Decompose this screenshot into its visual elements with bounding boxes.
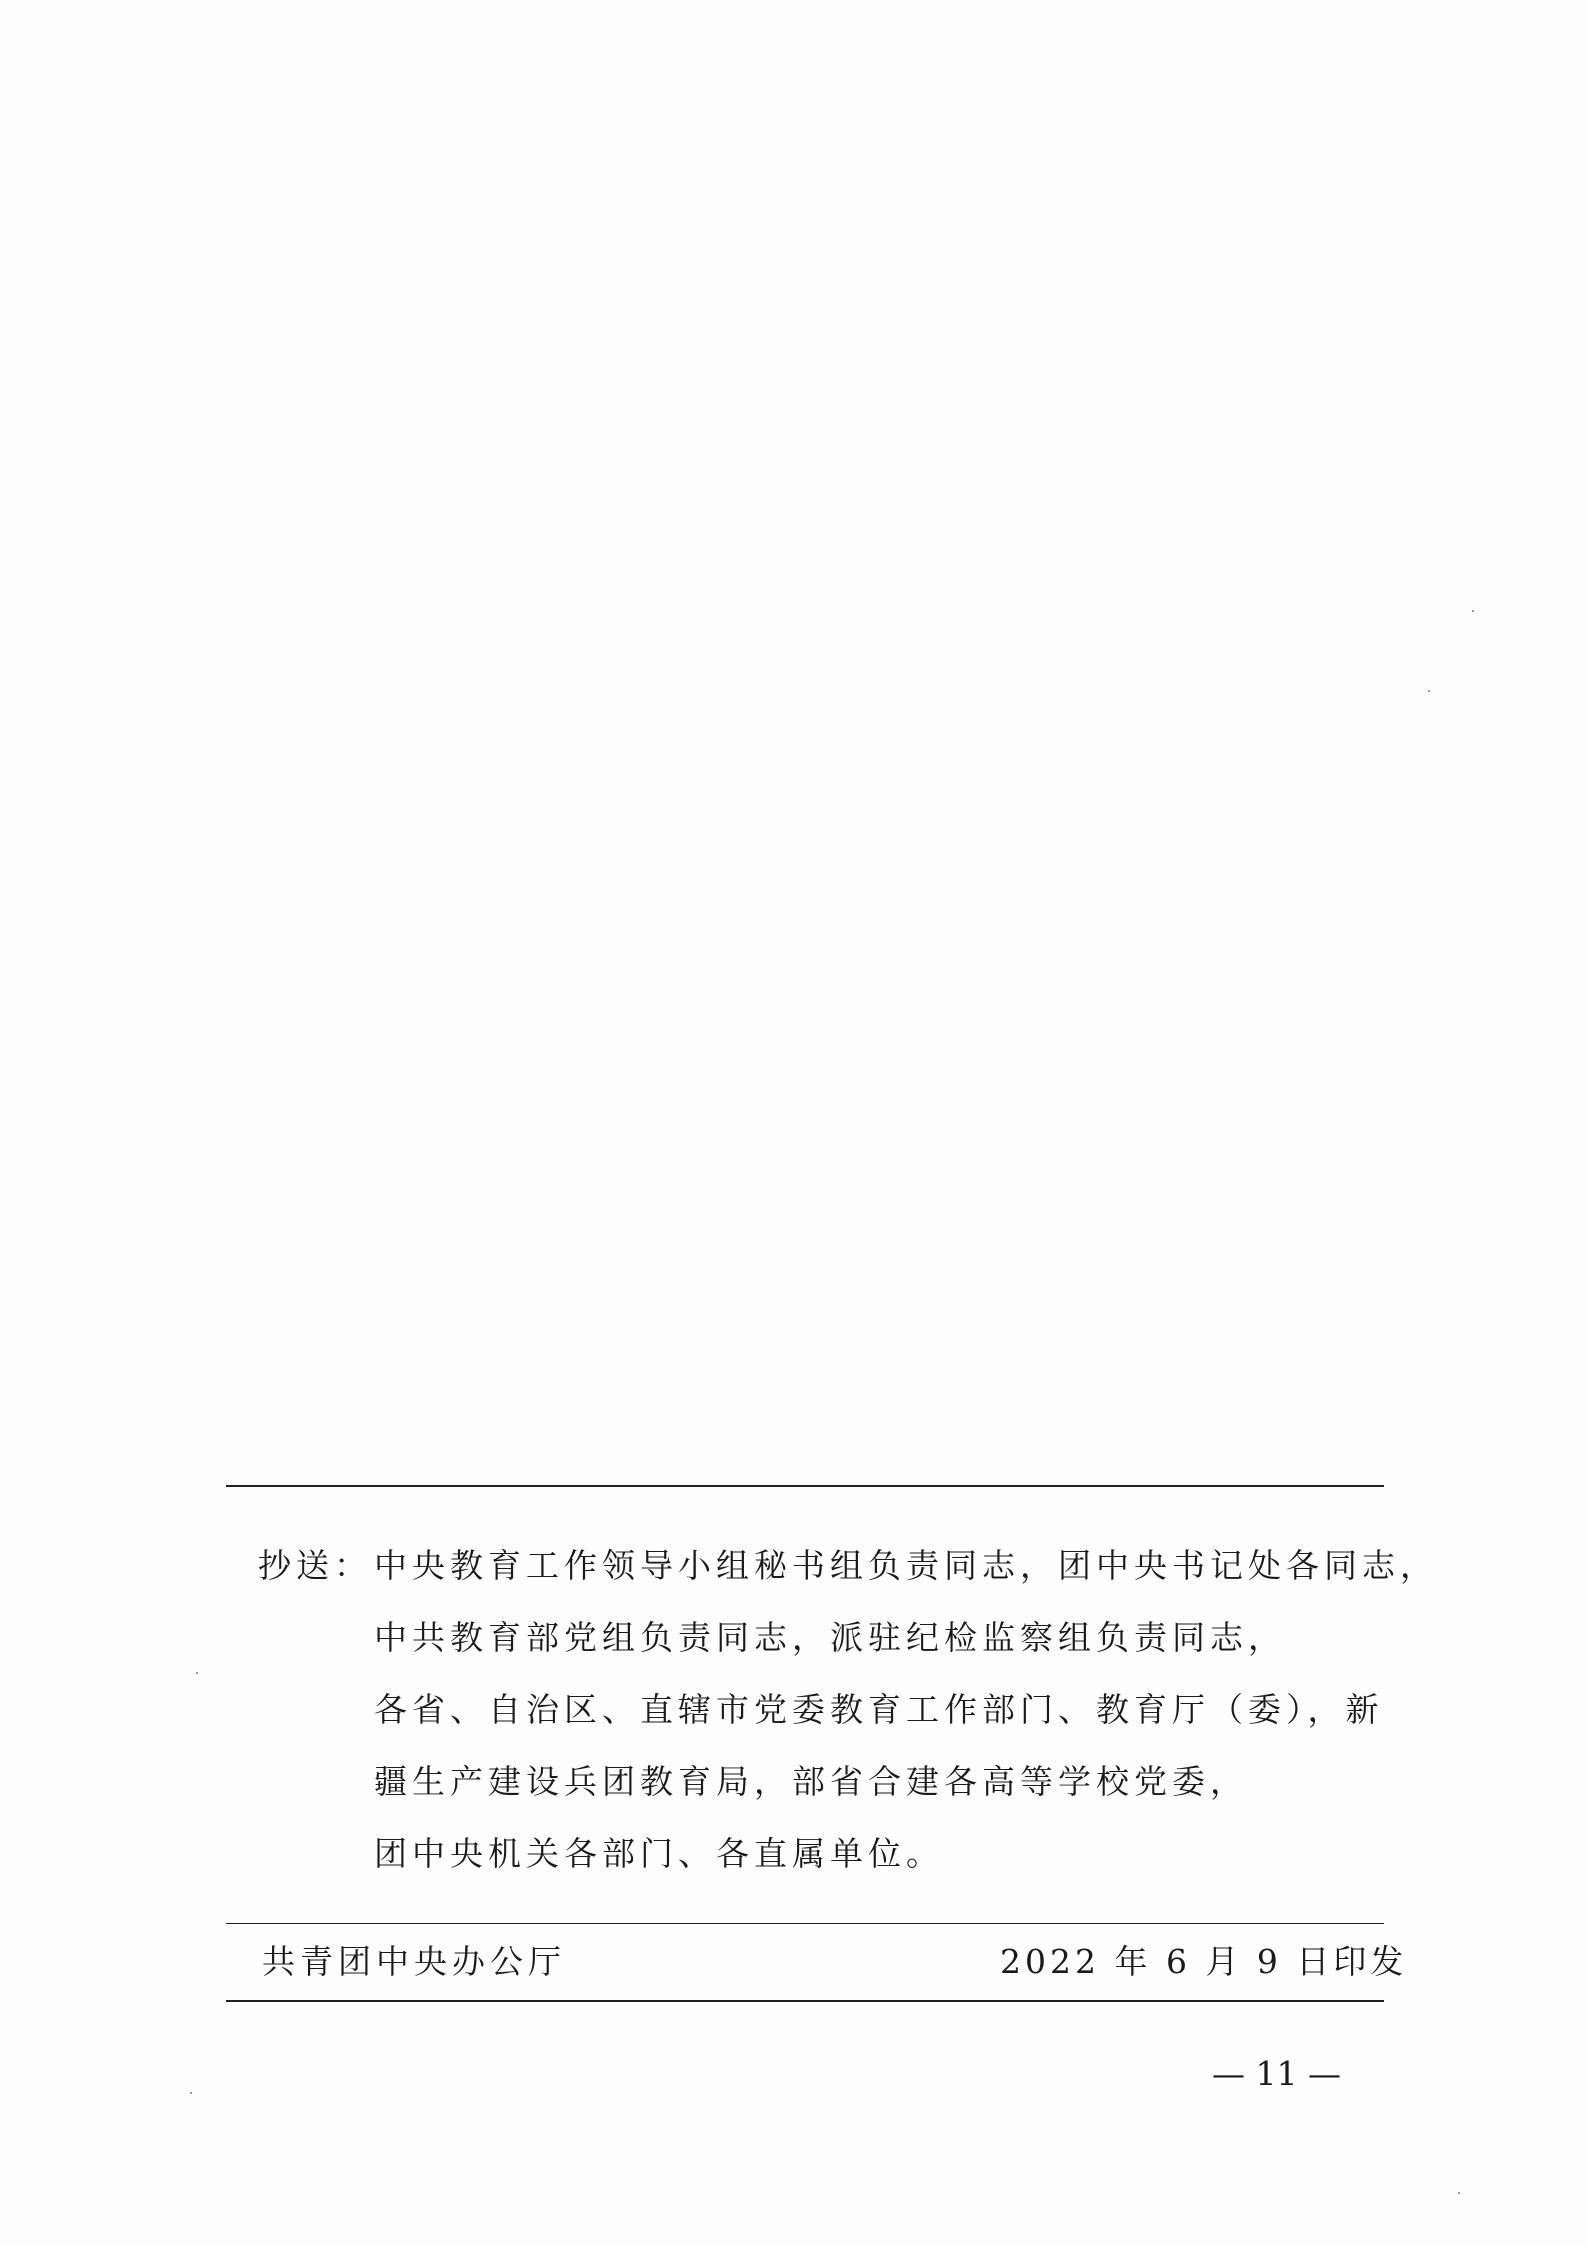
scan-speck [190, 2092, 192, 2094]
middle-divider [226, 1923, 1384, 1924]
copy-to-label: 抄送： [258, 1546, 372, 1585]
top-divider [226, 1485, 1384, 1487]
issuing-office: 共青团中央办公厅 [262, 1942, 566, 1981]
copy-to-line-3: 各省、自治区、直辖市党委教育工作部门、教育厅（委），新 [374, 1690, 1384, 1729]
scan-speck [196, 1672, 198, 1674]
copy-to-line-5: 团中央机关各部门、各直属单位。 [374, 1834, 944, 1873]
issue-date: 2022 年 6 月 9 日印发 [1000, 1942, 1408, 1981]
copy-to-line-4: 疆生产建设兵团教育局，部省合建各高等学校党委， [374, 1762, 1248, 1801]
bottom-divider [226, 2000, 1384, 2002]
scan-speck [1472, 610, 1474, 612]
copy-to-line-2: 中共教育部党组负责同志，派驻纪检监察组负责同志， [374, 1618, 1286, 1657]
copy-to-recipients: 中央教育工作领导小组秘书组负责同志，团中央书记处各同志， [374, 1546, 1438, 1585]
scan-speck [1458, 2192, 1460, 2194]
scan-speck [1428, 690, 1430, 692]
page-number: — 11 — [1212, 2054, 1341, 2093]
copy-to-line-1 [258, 1530, 1438, 1602]
copy-to-section [258, 1530, 1438, 1890]
